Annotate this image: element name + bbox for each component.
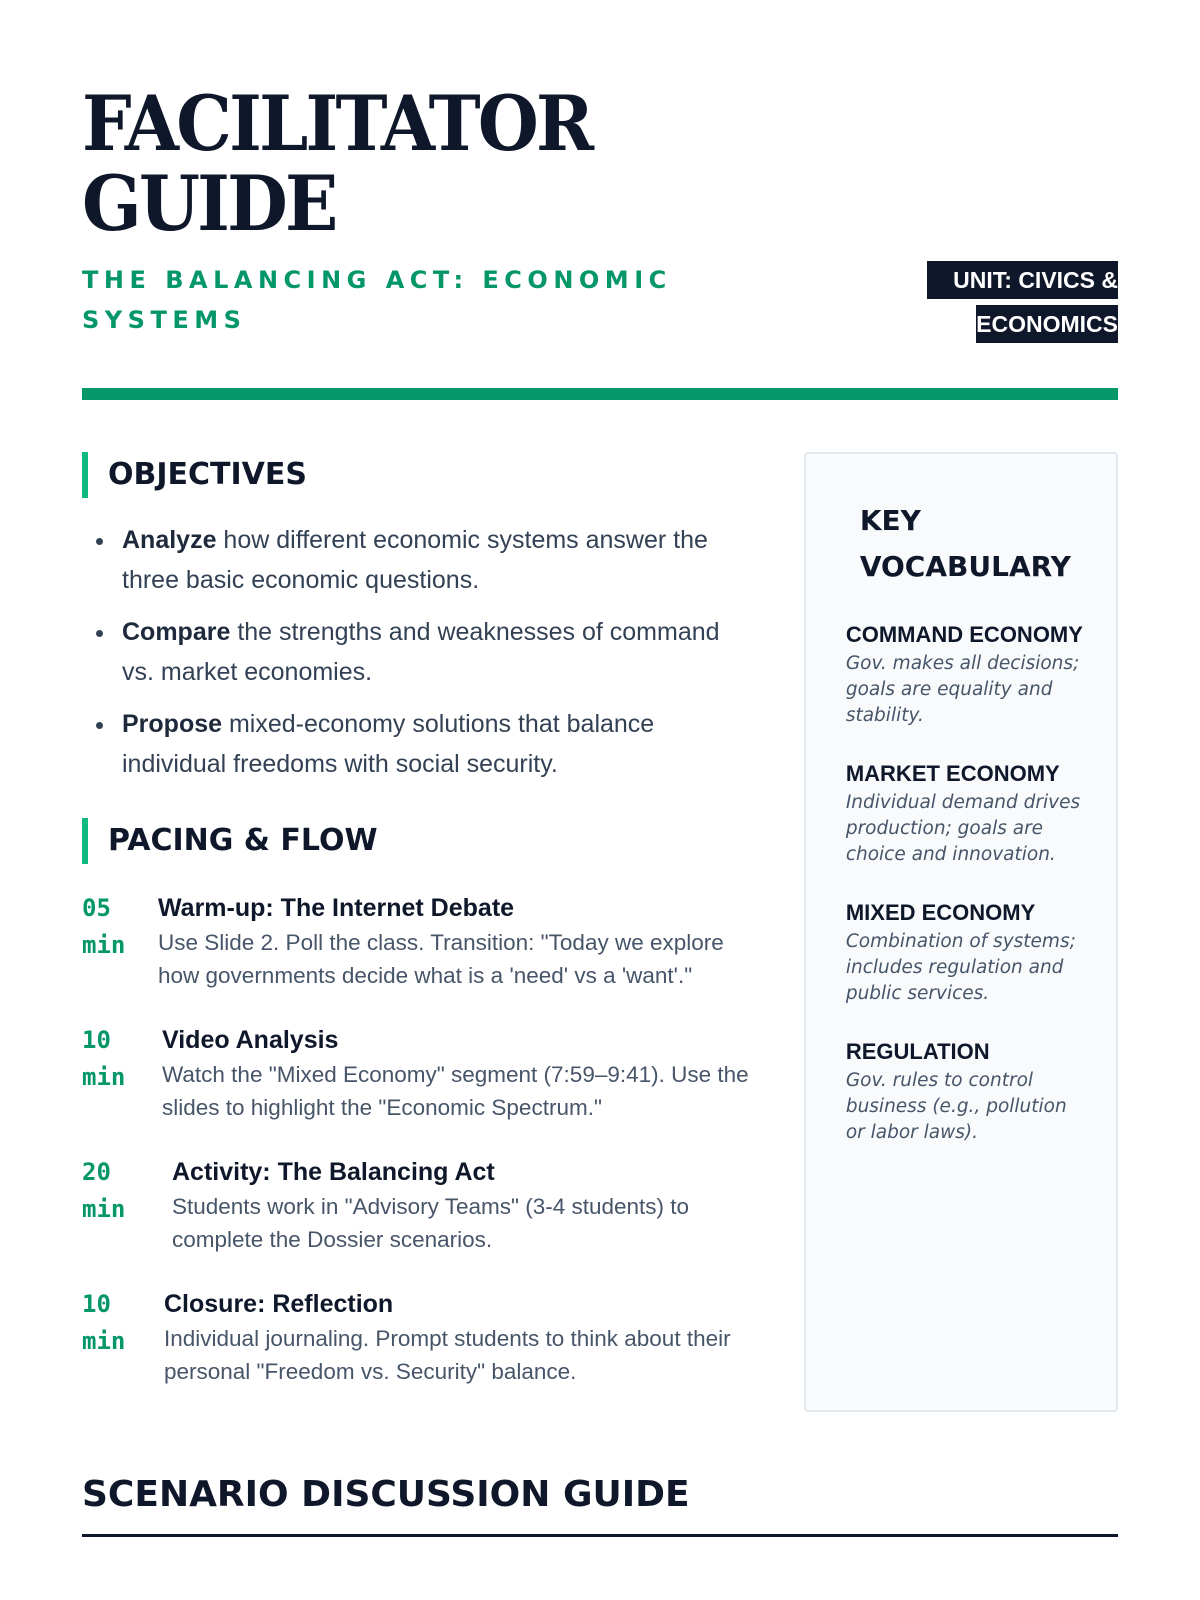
page-subtitle: THE BALANCING ACT: ECONOMIC SYSTEMS — [82, 266, 672, 334]
vocabulary-item — [846, 618, 1086, 729]
pacing-item — [82, 1022, 754, 1124]
right-column — [804, 452, 1118, 1418]
pacing-duration — [82, 1022, 158, 1124]
vocabulary-heading: KEY VOCABULARY — [859, 504, 1071, 583]
duration-unit: min — [82, 1195, 126, 1223]
bullet-icon — [96, 538, 103, 545]
pacing-item — [82, 1154, 754, 1256]
unit-badge-container — [918, 260, 1118, 348]
duration-unit: min — [82, 931, 126, 959]
vocabulary-definition: Individual demand drives production; goals are choice and innovation. — [845, 792, 1081, 865]
scenario-divider — [82, 1534, 1118, 1537]
vocabulary-term: MARKET ECONOMY — [845, 761, 1060, 786]
page-header — [82, 0, 1118, 400]
pacing-title: Closure: Reflection — [164, 1290, 394, 1318]
key-vocabulary-box — [804, 452, 1118, 1412]
bullet-icon — [96, 630, 103, 637]
vocabulary-term: REGULATION — [845, 1039, 990, 1064]
header-row — [82, 260, 1118, 348]
vocabulary-list — [846, 618, 1086, 1146]
duration-minutes: 10 — [82, 1026, 111, 1054]
duration-minutes: 10 — [82, 1290, 111, 1318]
pacing-item — [82, 1286, 754, 1388]
objective-text: how different economic systems answer the three basic economic questions. — [122, 526, 708, 594]
objective-verb: Compare — [122, 618, 231, 646]
vocabulary-term: MIXED ECONOMY — [845, 900, 1036, 925]
scenario-section — [82, 1466, 1118, 1537]
pacing-duration — [82, 890, 158, 992]
objective-item — [92, 520, 754, 600]
bullet-icon — [96, 722, 103, 729]
objective-item — [92, 612, 754, 692]
page-title: FACILITATOR GUIDE — [82, 79, 592, 248]
pacing-body — [158, 1154, 754, 1256]
pacing-list — [82, 890, 754, 1388]
pacing-description: Use Slide 2. Poll the class. Transition: "Today we explore how governments decide what is a 'need' vs a 'want'." — [158, 930, 724, 988]
vocabulary-definition: Gov. makes all decisions; goals are equality and stability. — [845, 653, 1080, 726]
main-content — [82, 452, 1118, 1418]
vocabulary-item — [846, 1035, 1086, 1146]
header-divider — [82, 388, 1118, 400]
objective-item — [92, 704, 754, 784]
pacing-heading: PACING & FLOW — [82, 818, 754, 864]
pacing-description: Students work in "Advisory Teams" (3-4 students) to complete the Dossier scenarios. — [172, 1194, 690, 1252]
pacing-body — [158, 1022, 754, 1124]
vocabulary-definition: Gov. rules to control business (e.g., pollution or labor laws). — [845, 1070, 1067, 1143]
duration-minutes: 20 — [82, 1158, 111, 1186]
left-column — [82, 452, 754, 1418]
vocabulary-item — [846, 757, 1086, 868]
pacing-description: Watch the "Mixed Economy" segment (7:59–9:41). Use the slides to highlight the "Economic Spectrum." — [162, 1062, 749, 1120]
vocabulary-term: COMMAND ECONOMY — [845, 622, 1083, 647]
objective-verb: Analyze — [122, 526, 217, 554]
scenario-heading: SCENARIO DISCUSSION GUIDE — [82, 1474, 690, 1515]
objective-text: mixed-economy solutions that balance individual freedoms with social security. — [122, 710, 655, 778]
pacing-duration — [82, 1286, 158, 1388]
pacing-description: Individual journaling. Prompt students to think about their personal "Freedom vs. Security" balance. — [164, 1326, 731, 1384]
duration-unit: min — [82, 1327, 126, 1355]
objectives-heading: OBJECTIVES — [82, 452, 754, 498]
pacing-title: Warm-up: The Internet Debate — [158, 894, 515, 922]
objective-verb: Propose — [122, 710, 223, 738]
objective-text: the strengths and weaknesses of command vs. market economies. — [122, 618, 720, 686]
vocabulary-definition: Combination of systems; includes regulation and public services. — [845, 931, 1076, 1004]
pacing-duration — [82, 1154, 158, 1256]
pacing-item — [82, 890, 754, 992]
pacing-body — [158, 890, 754, 992]
duration-minutes: 05 — [82, 894, 111, 922]
pacing-title: Video Analysis — [162, 1026, 339, 1054]
pacing-body — [158, 1286, 754, 1388]
unit-badge: UNIT: CIVICS & ECONOMICS — [927, 261, 1118, 343]
objectives-list — [92, 520, 754, 784]
pacing-title: Activity: The Balancing Act — [172, 1158, 495, 1186]
vocabulary-item — [846, 896, 1086, 1007]
duration-unit: min — [82, 1063, 126, 1091]
